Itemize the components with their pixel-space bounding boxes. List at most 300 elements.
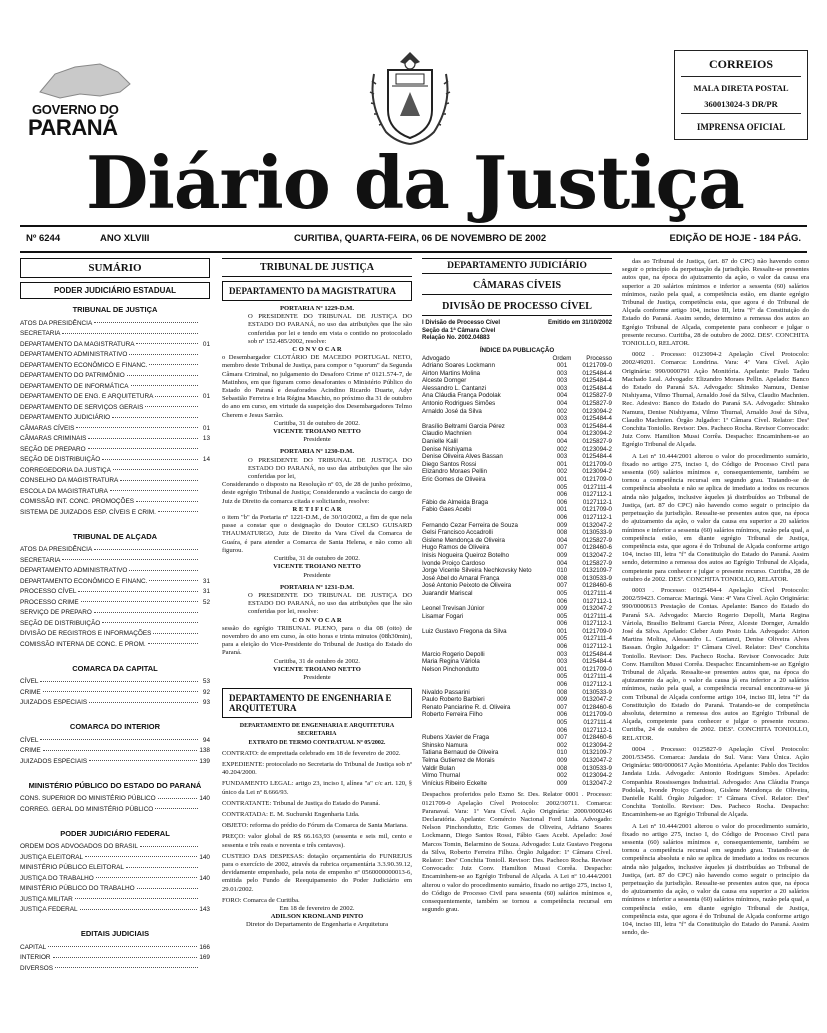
eng-signer: ADILSON KRONLAND PINTO	[270, 913, 364, 921]
toc-entry	[20, 339, 210, 350]
governo-parana-logo	[20, 52, 160, 142]
advogado-cell: Juarandir Mariscal	[422, 589, 473, 597]
toc-leader	[158, 797, 198, 799]
ordem-cell: 007	[556, 544, 568, 552]
ordem-cell: 002	[556, 772, 568, 780]
toc-entry	[20, 698, 210, 709]
contract-line: CONTRATANTE: Tribunal de Justiça do Estado do Paraná.	[222, 799, 381, 807]
table-row	[422, 772, 612, 780]
ordem-cell: 001	[556, 627, 568, 635]
toc-leader	[129, 353, 198, 355]
table-row	[422, 468, 612, 476]
advogado-cell	[422, 484, 550, 492]
toc-leader	[126, 866, 198, 868]
toc-entry	[20, 360, 210, 371]
toc-leader	[55, 966, 198, 968]
processo-cell: 0130533-9	[582, 529, 612, 537]
toc-entry	[20, 884, 210, 895]
toc-entry-page: 143	[199, 906, 210, 914]
sumario-title: SUMÁRIO	[20, 258, 210, 278]
processo-cell: 0123094-2	[582, 772, 612, 780]
toc-entry-label: JUSTIÇA MILITAR	[20, 895, 73, 903]
processo-cell: 0132047-2	[582, 696, 612, 704]
processo-cell: 0125827-9	[582, 536, 612, 544]
processo-cell: 0125484-4	[582, 650, 612, 658]
advogado-cell	[422, 681, 550, 689]
processo-cell: 0125484-4	[582, 369, 612, 377]
advogado-cell: José Antonio Peixoto de Oliveira	[422, 582, 512, 590]
portaria-1231-intro: O PRESIDENTE DO TRIBUNAL DE JUSTIÇA DO ESTADO DO PARANÁ, no uso das atribuições que lhe são conferidas por lei, resolve:	[248, 591, 412, 616]
toc-entry	[20, 413, 210, 424]
toc-entry	[20, 863, 210, 874]
advogado-cell: Denise Nishiyama	[422, 445, 472, 453]
ordem-cell: 006	[556, 711, 568, 719]
toc-entry	[20, 497, 210, 508]
advogado-cell: Alceste Dornger	[422, 377, 467, 385]
toc-entry-page: 93	[202, 699, 210, 707]
paragraph: das ao Tribunal de Justiça, (art. 87 do CPC) não havendo como seguir o princípio da perpetuação da jurisdição. Ressalte-se presentes autos que, na época do ajuizamento da ação, o valor da causa era superior a 20 salários mínimos e inferior a sessenta (60) salários mínimos, razão pela qual, a competência estão, em diante egrégio Tribunal de Justiça, competência esta, que agora é do Tribunal de Alçada conforme artigo 104, inciso III, letra "f" da Constituição do Estado do Paraná. Assim sendo, determino a remessa dos autos ao Egrégio Tribunal de Alçada, competente para conhecer e julgar o presente recurso. Curitiba, 28 de outubro de 2002. DESª. CONCHITA TONIOLLO, RELATOR.	[622, 258, 809, 348]
paragraph: A Lei nº 10.444/2001 alterou o valor do procedimento sumário, fixado no artigo 275, inciso I, do Código de Processo Civil para sessenta (60) salários mínimos e, consequentemente, também se tornou a competência recursal em segundo grau. Tratando-se de competência absoluta e não se aplica de imediato a todos os recursos ainda não julgados, inclusive àqueles já distribuídos ao Tribunal de Justiça, (art. 87 do CPC) não havendo como seguir o princípio da perpetuação da jurisdição. Ressalte-se presentes autos que, na época do ajuizamento da ação, o valor da causa era superior a 20 salários mínimos e inferior a sessenta (60) salários mínimos, razão pela qual, a competência estão, em diante egrégio Tribunal de Justiça, competência esta, que agora é do Tribunal de Alçada conforme artigo 104, inciso III, letra "f" da Constituição do Estado do Paraná. Assim sendo, determino a remessa dos autos ao Egrégio Tribunal de Alçada, competente para conhecer e julgar o presente recurso. Curitiba, 28 de outubro de 2002. DESª. CONCHITA TONIOLLO, RELATOR.	[622, 452, 809, 583]
toc-entry-label: CRIME	[20, 688, 41, 696]
processo-cell: 0127111-4	[583, 719, 612, 726]
toc-entry-page: 01	[202, 424, 210, 432]
ordem-cell: 009	[556, 605, 568, 613]
toc-entry-label: DEPARTAMENTO ECONÔMICO E FINANC.	[20, 361, 148, 369]
contract-line: CONTRATADA: E. M. Suchurski Engenharia Ltda.	[222, 810, 360, 818]
advogado-cell: Diego Santos Rossi	[422, 460, 477, 468]
processo-cell: 0127112-1	[582, 597, 612, 605]
toc-entry-label: INTERIOR	[20, 954, 51, 962]
advogado-cell	[422, 491, 550, 499]
table-row	[422, 613, 612, 621]
advogado-cell: Brasílio Beltrami Garcia Pérez	[422, 422, 505, 430]
contract-line: CUSTEIO DAS DESPESAS: dotação orçamentária do FUNREJUS para o exercício de 2002, através da rubrica orçamentária 3.3.90.39.12, devidamente empenhado, pela nota de empenho nº 0560000000013-6, emitida pelo Fundo de Reequipamento do Poder Judiciário em 29.01/2002.	[222, 852, 412, 893]
toc-entry-page: 92	[202, 688, 210, 696]
processo-cell: 0127112-1	[582, 491, 612, 499]
advogado-cell: Airton Martins Molina	[422, 369, 481, 377]
table-row	[422, 461, 612, 469]
ordem-cell: 003	[556, 377, 568, 385]
ordem-cell: 001	[556, 476, 568, 483]
toc-leader	[137, 887, 198, 889]
toc-entry	[20, 873, 210, 884]
toc-entry-label: ORDEM DOS ADVOGADOS DO BRASIL	[20, 843, 138, 851]
toc-entry	[20, 423, 210, 434]
toc-entry	[20, 566, 210, 577]
processo-cell: 0123094-2	[582, 741, 612, 749]
ordem-cell: 008	[556, 688, 568, 696]
processo-cell: 0123094-2	[582, 445, 612, 453]
ordem-cell: 003	[556, 415, 568, 423]
ordem-cell: 003	[556, 422, 568, 430]
ordem-cell: 001	[556, 362, 568, 370]
table-row	[422, 537, 612, 545]
toc-entry-label: COMISSÃO INT. CONC. PROMOÇÕES	[20, 498, 134, 506]
advogado-cell: Adriano Soares Lockmann	[422, 362, 495, 370]
processo-cell: 0125484-4	[582, 658, 612, 666]
toc-entry-label: CÍVEL	[20, 678, 39, 686]
toc-entry	[20, 392, 210, 403]
departamento-judiciario-column	[422, 258, 612, 914]
secao-label: Seção da 1ª Câmara Cível	[422, 327, 496, 334]
convocar-label: C O N V O C A R	[292, 346, 342, 354]
toc-leader	[43, 749, 198, 751]
ordem-cell: 001	[556, 665, 568, 673]
table-row	[422, 370, 612, 378]
toc-leader	[136, 342, 198, 344]
table-row	[422, 742, 612, 750]
sumario-column	[20, 258, 210, 974]
processo-cell: 0128460-6	[582, 582, 612, 590]
portaria-1229-role: Presidente	[303, 436, 331, 444]
advogado-cell: Maria Regina Váriola	[422, 658, 480, 666]
toc-entry-label: ATOS DA PRESIDÊNCIA	[20, 319, 93, 327]
toc-entry	[20, 597, 210, 608]
toc-entry-page: 140	[199, 874, 210, 882]
toc-entry-label: PROCESSO CÍVEL	[20, 588, 77, 596]
issue-year: ANO XLVIII	[100, 233, 150, 244]
table-row	[422, 780, 612, 788]
toc-entry-page: 140	[199, 795, 210, 803]
portaria-1229-intro: O PRESIDENTE DO TRIBUNAL DE JUSTIÇA DO ESTADO DO PARANÁ, no uso das atribuições que lhe são conferidas por lei e tendo em vista o contido no protocolado sob nº 152.485/2002, resolve:	[248, 313, 412, 345]
processo-cell: 0130533-9	[582, 764, 612, 772]
toc-entry	[20, 804, 210, 815]
table-row	[422, 689, 612, 697]
portaria-1231-signer: VICENTE TROIANO NETTO	[273, 665, 361, 673]
ordem-cell: 001	[556, 506, 568, 514]
toc-entry-label: DEPARTAMENTO ADMINISTRATIVO	[20, 567, 128, 575]
table-row	[422, 560, 612, 568]
ordem-cell: 008	[556, 529, 568, 537]
ordem-cell: 006	[556, 491, 568, 499]
processo-cell: 0121709-0	[582, 665, 612, 673]
ordem-cell: 008	[556, 574, 568, 582]
toc-entry	[20, 507, 210, 518]
toc-entry-page: 166	[199, 943, 210, 951]
toc-entry-label: ESCOLA DA MAGISTRATURA	[20, 487, 108, 495]
table-row	[422, 628, 612, 636]
table-row	[422, 423, 612, 431]
processo-cell: 0123094-2	[582, 407, 612, 415]
continuation-text	[622, 258, 809, 937]
col-header-ordem: Ordem	[552, 354, 572, 362]
contract-line: PREÇO: valor global de R$ 66.163,93 (sessenta e seis mil, cento e sessenta e três reais e noventa e três centavos).	[222, 833, 412, 849]
ordem-cell: 002	[556, 741, 568, 749]
eng-role: Diretor do Departamento de Engenharia e Arquitetura	[245, 921, 389, 929]
toc-leader	[129, 569, 198, 571]
toc-entry-page: 01	[202, 340, 210, 348]
issue-dateline: CURITIBA, QUARTA-FEIRA, 06 DE NOVEMBRO DE 2002	[294, 233, 547, 244]
issue-number: Nº 6244	[26, 233, 61, 244]
toc-leader	[158, 510, 198, 512]
advogado-cell: Fernando Cezar Ferreira de Souza	[422, 521, 518, 529]
toc-entry	[20, 486, 210, 497]
ordem-cell: 002	[556, 445, 568, 453]
table-row	[422, 727, 612, 735]
ordem-cell: 005	[556, 635, 568, 643]
portaria-1230-intro: O PRESIDENTE DO TRIBUNAL DE JUSTIÇA DO ESTADO DO PARANÁ, no uso das atribuições que lhe são conferidas por lei,	[248, 456, 412, 481]
table-row	[422, 605, 612, 613]
toc-entry-label: JUIZADOS ESPECIAIS	[20, 699, 88, 707]
processo-cell: 0127112-1	[582, 513, 612, 521]
processo-cell: 0127111-4	[583, 612, 612, 620]
toc-leader	[96, 876, 198, 878]
paragraph: A Lei nº 10.444/2001 alterou o valor do procedimento sumário, fixado no artigo 275, inciso I, do Código de Processo Civil para sessenta (60) salários mínimos e, consequentemente, também se tornou a competência recursal em segundo grau. Tratando-se de competência absoluta e não se aplica de imediato a todos os recursos ainda não julgados, inclusive àqueles já distribuídas ao Tribunal de Justiça, (art. 87 do CPC) não havendo como seguir o princípio da perpetuação da jurisdição. Ressalte-se presentes autos que, na época do ajuizamento da ação, o valor da causa era superior a 20 salários mínimos e inferior a sessenta (60) salários mínimos, razão pela qual, a competência estão, em diante egrégio Tribunal de Justiça, competência esta, que agora é do Tribunal de Alçada conforme artigo 104, inciso III, letra "f" da Constituição do Estado do Paraná. Assim sendo, de-	[622, 822, 809, 937]
toc-entry-label: CÂMARAS CRIMINAIS	[20, 435, 87, 443]
ordem-cell: 006	[556, 681, 568, 689]
table-row	[422, 499, 612, 507]
toc-entry	[20, 629, 210, 640]
processo-cell: 0132047-2	[582, 605, 612, 613]
table-row	[422, 484, 612, 492]
processo-cell: 0121709-0	[582, 711, 612, 719]
processo-cell: 0132047-2	[582, 779, 612, 787]
toc-leader	[78, 590, 198, 592]
processo-cell: 0128460-6	[582, 703, 612, 711]
edition-pages: EDIÇÃO DE HOJE - 184 PÁG.	[669, 233, 801, 244]
processo-cell: 0125827-9	[582, 392, 612, 400]
paragraph: 0002 . Processo: 0123094-2 Apelação Cível Protocolo: 2002/49201. Comarca: Londrina. Vara: 4ª Vara Cível. Ação Originária: 990/0000791 Ação Monitória. Apelante: Paulo Tadeu Machado Leal. Advogado: Elizandro Moraes Pellin. Apelado: Banco do Estado do Paraná SA. Advogado: Shinsko Namura, Denise Nishiyama, Vilmo Thurnal, Arnaldo José da Silva, Claudio Machnien. Rec. Adesivo: Banco do Estado do Paraná SA. Advogado: Shinsko Namura, Denise Nishiyama, Vilmo Thurnal, Arnaldo José da Silva, Claudio Machnien. Órgão Julgador: 1ª Câmara Cível. Relator: Desª Conchita Toniollo. Revisor: Des. Pacheco Rocha. Revisor Convocado: Juiz Conv. Hamilton Mussi Corrêa. Despacho: Encaminhem-se ao Egrégio Tribunal de Alçada.	[622, 351, 809, 449]
toc-entry-page: 140	[199, 853, 210, 861]
table-row	[422, 529, 612, 537]
toc-entry-label: SECRETARIA	[20, 330, 61, 338]
processo-cell: 0130533-9	[582, 688, 612, 696]
portaria-1230-heading: PORTARIA Nº 1230-D.M.	[280, 448, 354, 456]
ordem-cell: 005	[556, 589, 568, 597]
processo-cell: 0127111-4	[583, 589, 612, 597]
publication-index-table	[422, 355, 612, 788]
ordem-cell: 006	[556, 498, 568, 506]
toc-leader	[149, 363, 198, 365]
masthead-title: Diário da Justiça	[86, 140, 744, 225]
portaria-1231-role: Presidente	[303, 673, 331, 681]
toc-entry-label: ATOS DA PRESIDÊNCIA	[20, 546, 93, 554]
table-row	[422, 765, 612, 773]
toc-leader	[53, 956, 198, 958]
ordem-cell: 003	[556, 650, 568, 658]
toc-entry	[20, 318, 210, 329]
toc-entry	[20, 608, 210, 619]
toc-entry	[20, 545, 210, 556]
toc-entry-page: 31	[202, 577, 210, 585]
portaria-1229-date: Curitiba, 31 de outubro de 2002.	[274, 419, 360, 427]
processo-cell: 0123094-2	[582, 430, 612, 438]
advogado-cell: Gislene Mendonça de Oliveira	[422, 536, 505, 544]
toc-entry	[20, 329, 210, 340]
processo-cell: 0125484-4	[582, 453, 612, 461]
toc-entry-label: JUSTIÇA FEDERAL	[20, 906, 78, 914]
advogado-cell	[422, 635, 550, 643]
advogado-cell	[422, 415, 550, 423]
toc-entry-label: CORREG. GERAL DO MINISTÉRIO PÚBLICO	[20, 805, 154, 813]
eng-sub-secretaria: SECRETARIA	[297, 731, 337, 738]
advogado-cell: Paulo Roberto Barbieri	[422, 696, 485, 704]
table-row	[422, 408, 612, 416]
ordem-cell: 004	[556, 559, 568, 567]
toc-entry	[20, 953, 210, 964]
processo-cell: 0121709-0	[582, 362, 612, 370]
ordem-cell: 004	[556, 438, 568, 446]
portaria-1231-date: Curitiba, 31 de outubro de 2002.	[274, 657, 360, 665]
portaria-1231-body: sessão do egrégio TRIBUNAL PLENO, para o dia 08 (oito) de novembro do ano em curso, às oito horas e trinta minutos (08h30min), para a eleição do Vice-Presidente do Tribunal de Justiça do Estado do Paraná.	[222, 624, 412, 657]
toc-entry	[20, 963, 210, 974]
toc-entry	[20, 794, 210, 805]
toc-leader	[43, 690, 198, 692]
table-row	[422, 719, 612, 727]
table-row	[422, 392, 612, 400]
toc-leader	[80, 908, 198, 910]
toc-leader	[81, 600, 198, 602]
toc-entry-label: JUIZADOS ESPECIAIS	[20, 757, 88, 765]
table-row	[422, 522, 612, 530]
toc-leader	[131, 384, 198, 386]
toc-section-heading: COMARCA DO INTERIOR	[69, 722, 161, 731]
advogado-cell: Claudio Machnien	[422, 430, 472, 438]
advogado-cell: Antonio Rodrigues Simões	[422, 400, 496, 408]
ordem-cell: 004	[556, 392, 568, 400]
advogado-cell: Ana Cláudia França Podolak	[422, 392, 501, 400]
table-row	[422, 385, 612, 393]
ordem-cell: 010	[556, 567, 568, 575]
advogado-cell: Ivonde Proiço Cardoso	[422, 559, 485, 567]
processo-cell: 0127111-4	[583, 673, 612, 681]
toc-entry-label: CONS. SUPERIOR DO MINISTÉRIO PÚBLICO	[20, 795, 156, 803]
toc-entry-page: 139	[199, 757, 210, 765]
advogado-cell: Vinícius Ribeiro Eckelte	[422, 779, 487, 787]
toc-entry-page: 52	[202, 598, 210, 606]
table-row	[422, 757, 612, 765]
processo-cell: 0127112-1	[582, 620, 612, 628]
toc-entry	[20, 444, 210, 455]
advogado-cell: Fabio Gaes Acebi	[422, 506, 471, 514]
toc-entry-label: MINISTÉRIO PÚBLICO DO TRABALHO	[20, 885, 135, 893]
toc-entry-label: CÂMARAS CÍVEIS	[20, 424, 75, 432]
contract-line: FORO: Comarca de Curitiba.	[222, 896, 300, 904]
toc-leader	[113, 468, 198, 470]
processo-cell: 0127111-4	[583, 483, 612, 491]
table-row	[422, 415, 612, 423]
toc-entry	[20, 842, 210, 853]
toc-leader	[40, 680, 198, 682]
ordem-cell: 007	[556, 582, 568, 590]
ordem-cell: 004	[556, 400, 568, 408]
ordem-cell: 005	[556, 719, 568, 726]
toc-leader	[62, 332, 198, 334]
table-row	[422, 749, 612, 757]
table-row	[422, 582, 612, 590]
correios-box	[674, 50, 808, 140]
advogado-cell: Danielle Kalil	[422, 438, 458, 446]
toc-entry-label: CRIME	[20, 747, 41, 755]
advogado-cell: Eric Gomes de Oliveira	[422, 476, 486, 483]
toc-leader	[102, 458, 198, 460]
advogado-cell: Leonel Trevisan Júnior	[422, 605, 485, 613]
toc-entry-label: SEÇÃO DE DISTRIBUIÇÃO	[20, 456, 101, 464]
advogado-cell	[422, 643, 550, 651]
advogado-cell: Rubens Xavier de Fraga	[422, 734, 490, 742]
toc-leader	[88, 447, 198, 449]
toc-entry	[20, 639, 210, 650]
portaria-1230-signer: VICENTE TROIANO NETTO	[273, 563, 361, 571]
convocar-label-2: C O N V O C A R	[292, 616, 342, 624]
table-row	[422, 453, 612, 461]
toc-entry-label: PROCESSO CRIME	[20, 598, 79, 606]
advogado-cell: Nivaldo Passarini	[422, 688, 470, 696]
advogado-cell	[422, 514, 550, 522]
table-row	[422, 681, 612, 689]
table-row	[422, 673, 612, 681]
divisao-processo-civel-title: DIVISÃO DE PROCESSO CÍVEL	[422, 295, 612, 316]
toc-leader	[85, 855, 197, 857]
ordem-cell: 001	[556, 460, 568, 468]
advogado-cell: Elizandro Moraes Pellin	[422, 468, 487, 476]
toc-entry-label: DEPARTAMENTO DO PATRIMÔNIO	[20, 372, 125, 380]
processo-cell: 0121709-0	[582, 506, 612, 514]
processo-cell: 0132047-2	[582, 756, 612, 764]
despachos-text: Despachos proferidos pelo Exmo Sr. Des. Relator 0001 . Processo: 0121709-0 Apelação Cível Protocolo: 2002/30711. Comarca: Paranavaí. Vara: 1ª Vara Cível. Ação Originária: 2000/0000246 Declaratória. Apelante: Comércio Nacional Ford Ltda. Advogado: Nelson Pinchondutto, Eric Gomes de Oliveira, Adriano Soares Lockmann, Diego Santos Rossi, Fábio Gaes Acebi. Apelado: José Marcos Tomin, Belarmino de Souza. Advogado: Luiz Gustavo Fregona da Silva, Roberto Ferreira Filho. Órgão Julgador: 1ª Câmara Cível. Relator: Desª Conchita Tonioll. Revisor: Des. Pacheco Rocha. Revisor Convocado: Juiz Conv. Hamilton Mussi Corrêa. Despacho: Encaminhem-se ao Egrégio Tribunal de Alçada. A Lei nº 10.444/2001 alterou o valor do procedimento sumário, fixado no artigo 275, inciso I, do Código de Processo Civil para sessenta (60) salários mínimos e, consequentemente, também se tornou a competência recursal em segundo grau.	[422, 791, 612, 914]
toc-entry	[20, 905, 210, 916]
table-row	[422, 567, 612, 575]
toc-leader	[94, 548, 198, 550]
toc-entry	[20, 587, 210, 598]
toc-entry	[20, 455, 210, 466]
col-header-advogado: Advogado	[422, 354, 450, 362]
advogado-cell: Luiz Gustavo Fregona da Silva	[422, 627, 507, 635]
ordem-cell: 006	[556, 513, 568, 521]
toc-entry	[20, 576, 210, 587]
advogado-cell: Fábio de Almeida Braga	[422, 498, 489, 506]
toc-leader	[140, 845, 198, 847]
contract-line: EXPEDIENTE: protocolado no Secretaria do Tribunal de Justiça sob nº 40.204/2000.	[222, 760, 412, 777]
toc-leader	[89, 759, 197, 761]
ordem-cell: 004	[556, 536, 568, 544]
toc-entry-label: DEPARTAMENTO ECONÔMICO E FINANC.	[20, 577, 148, 585]
ordem-cell: 009	[556, 779, 568, 787]
toc-section-heading: PODER JUDICIÁRIO FEDERAL	[60, 828, 170, 838]
advogado-cell: Arnaldo José da Silva	[422, 407, 482, 415]
advogado-cell	[422, 719, 550, 727]
divisao-label: I Divisão de Processo Cível	[422, 320, 501, 326]
toc-leader	[89, 701, 198, 703]
advogado-cell: Denise Oliveira Alves Bassan	[422, 453, 503, 461]
toc-leader	[76, 426, 198, 428]
advogado-cell: Jorge Vicente Silveira Nechkovsky Neto	[422, 567, 532, 575]
toc-entry	[20, 465, 210, 476]
processo-cell: 0125484-4	[582, 384, 612, 392]
toc-leader	[110, 489, 198, 491]
index-title: ÍNDICE DA PUBLICAÇÃO	[479, 346, 555, 354]
toc-entry-page: 138	[199, 747, 210, 755]
ordem-cell: 002	[556, 407, 568, 415]
advogado-cell: Roberto Ferreira Filho	[422, 711, 483, 719]
toc-leader	[48, 945, 197, 947]
toc-entry-label: CÍVEL	[20, 736, 39, 744]
toc-entry-page: 31	[202, 588, 210, 596]
contract-line: FUNDAMENTO LEGAL: artigo 23, inciso I, alínea "a" c/c art. 120, § único da Lei nº 8.666/93.	[222, 780, 412, 796]
toc-leader	[94, 321, 198, 323]
processo-cell: 0125484-4	[582, 377, 612, 385]
advogado-cell: Lisamar Fogari	[422, 612, 464, 620]
advogado-cell: Inisis Nogueira Queiroz Botelho	[422, 551, 510, 559]
toc-leader	[120, 479, 198, 481]
toc-entry-label: DEPARTAMENTO JUDICIÁRIO	[20, 414, 111, 422]
advogado-cell: Renato Panciarine R. d. Oliveira	[422, 703, 511, 711]
processo-cell: 0132047-2	[582, 551, 612, 559]
toc-entry-label: CORREGEDORIA DA JUSTIÇA	[20, 466, 111, 474]
dept-engenharia-title: DEPARTAMENTO DE ENGENHARIA E ARQUITETURA	[222, 688, 412, 718]
table-of-contents	[20, 305, 210, 974]
table-row	[422, 658, 612, 666]
